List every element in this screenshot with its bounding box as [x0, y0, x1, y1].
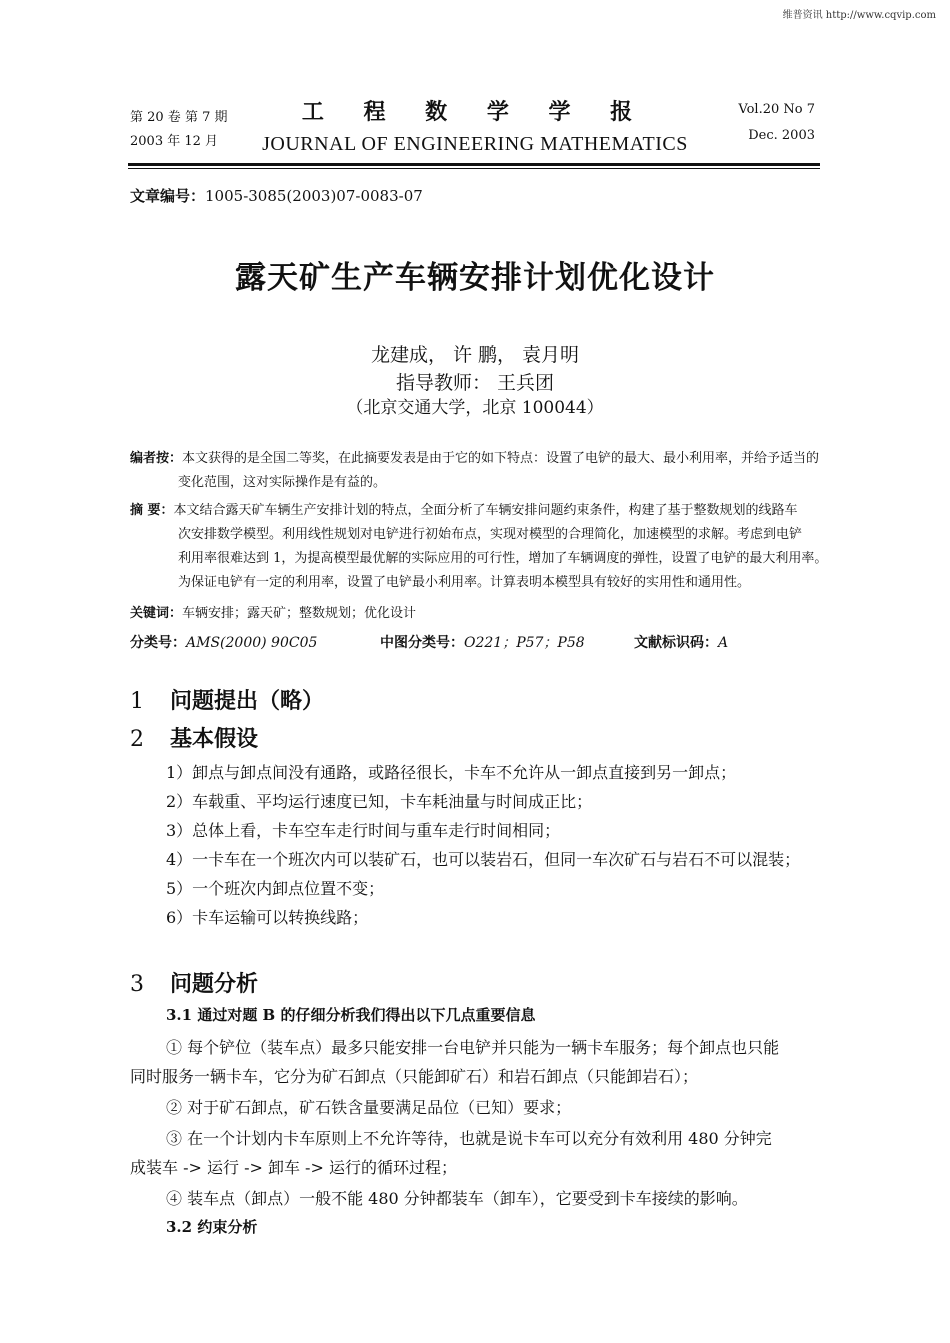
- classification-row: [130, 632, 317, 652]
- subsection-3-1: 3.1 通过对题 B 的仔细分析我们得出以下几点重要信息: [166, 1006, 536, 1024]
- abstract-line: 利用率很难达到 1，为提高模型最优解的实际应用的可行性，增加了车辆调度的弹性，设置了电铲的最大利用率。: [178, 551, 828, 566]
- paragraph-line: ④ 装车点（卸点）一般不能 480 分钟都装车（卸车），它要受到卡车接续的影响。: [166, 1189, 748, 1208]
- date-cn: 2003 年 12 月: [130, 134, 219, 149]
- watermark: 维普资讯 http://www.cqvip.com: [782, 10, 936, 21]
- doc-code-value: A: [718, 635, 729, 651]
- header-rule-thin: [128, 168, 820, 169]
- clc-value: O221；P57；P58: [464, 635, 585, 651]
- assumption-item: 3）总体上看，卡车空车走行时间与重车走行时间相同；: [166, 821, 561, 840]
- paragraph-line: ② 对于矿石卸点，矿石铁含量要满足品位（已知）要求；: [166, 1098, 572, 1117]
- date-en: Dec. 2003: [748, 128, 815, 143]
- doc-code-label: 文献标识码：: [634, 635, 718, 651]
- keywords-label: 关键词：: [130, 606, 183, 621]
- journal-title-en: JOURNAL OF ENGINEERING MATHEMATICS: [262, 133, 688, 155]
- article-number-value: 1005-3085(2003)07-0083-07: [205, 187, 423, 205]
- doc-code-row: [634, 632, 728, 652]
- editor-note: [130, 447, 822, 495]
- paragraph-line: 成装车 -> 运行 -> 卸车 -> 运行的循环过程；: [130, 1158, 457, 1177]
- paragraph-line: ③ 在一个计划内卡车原则上不允许等待，也就是说卡车可以充分有效利用 480 分钟完: [166, 1129, 772, 1148]
- assumption-item: 1）卸点与卸点间没有通路，或路径很长，卡车不允许从一卸点直接到另一卸点；: [166, 763, 737, 782]
- journal-title-cn: 工 程 数 学 学 报: [301, 99, 649, 125]
- header-rule: [128, 163, 820, 166]
- abstract-line: 为保证电铲有一定的利用率，设置了电铲最小利用率。计算表明本模型具有较好的实用性和通用性。: [178, 575, 751, 590]
- abstract-label: 摘 要：: [130, 503, 174, 518]
- editor-note-line: 本文获得的是全国二等奖，在此摘要发表是由于它的如下特点：设置了电铲的最大、最小利用率，并给予适当的: [182, 451, 820, 466]
- abstract: [130, 499, 828, 595]
- clc-row: [380, 632, 585, 652]
- assumption-item: 5）一个班次内卸点位置不变；: [166, 879, 385, 898]
- section-3-heading: [130, 967, 258, 998]
- section-title: 问题分析: [170, 971, 259, 997]
- section-1-heading: [130, 684, 324, 715]
- article-number: [130, 185, 423, 206]
- paragraph-line: ① 每个铲位（装车点）最多只能安排一台电铲并只能为一辆卡车服务；每个卸点也只能: [166, 1038, 780, 1057]
- keywords: [130, 602, 822, 626]
- keywords-value: 车辆安排；露天矿；整数规划；优化设计: [182, 606, 417, 621]
- editor-note-label: 编者按：: [130, 451, 183, 466]
- authors: 龙建成， 许 鹏， 袁月明: [370, 344, 580, 366]
- section-number: 2: [130, 727, 144, 752]
- classification-value: AMS(2000) 90C05: [186, 635, 318, 651]
- subsection-3-2: 3.2 约束分析: [166, 1218, 258, 1236]
- section-number: 3: [130, 972, 144, 997]
- advisor: 指导教师： 王兵团: [395, 372, 555, 394]
- editor-note-line: 变化范围，这对实际操作是有益的。: [178, 475, 387, 490]
- volume-issue: 第 20 卷 第 7 期: [130, 110, 228, 125]
- article-number-label: 文章编号：: [130, 187, 206, 205]
- section-number: 1: [130, 689, 144, 714]
- assumption-item: 4）一卡车在一个班次内可以装矿石，也可以装岩石，但同一车次矿石与岩石不可以混装；: [166, 850, 801, 869]
- affiliation: （北京交通大学，北京 100044）: [346, 398, 604, 418]
- assumption-item: 2）车载重、平均运行速度已知，卡车耗油量与时间成正比；: [166, 792, 593, 811]
- paragraph-line: 同时服务一辆卡车，它分为矿石卸点（只能卸矿石）和岩石卸点（只能卸岩石）；: [130, 1067, 699, 1086]
- classification-label: 分类号：: [130, 635, 186, 651]
- section-2-heading: [130, 722, 258, 753]
- clc-label: 中图分类号：: [380, 635, 464, 651]
- paper-title: 露天矿生产车辆安排计划优化设计: [235, 260, 715, 296]
- section-title: 基本假设: [170, 726, 259, 752]
- volume-en: Vol.20 No 7: [738, 102, 815, 117]
- section-title: 问题提出（略）: [170, 688, 325, 714]
- abstract-line: 次安排数学模型。利用线性规划对电铲进行初始布点，实现对模型的合理简化，加速模型的求解。考虑到电铲: [178, 527, 803, 542]
- assumption-item: 6）卡车运输可以转换线路；: [166, 908, 369, 927]
- abstract-line: 本文结合露天矿车辆生产安排计划的特点，全面分析了车辆安排问题约束条件，构建了基于整数规划的线路车: [173, 503, 798, 518]
